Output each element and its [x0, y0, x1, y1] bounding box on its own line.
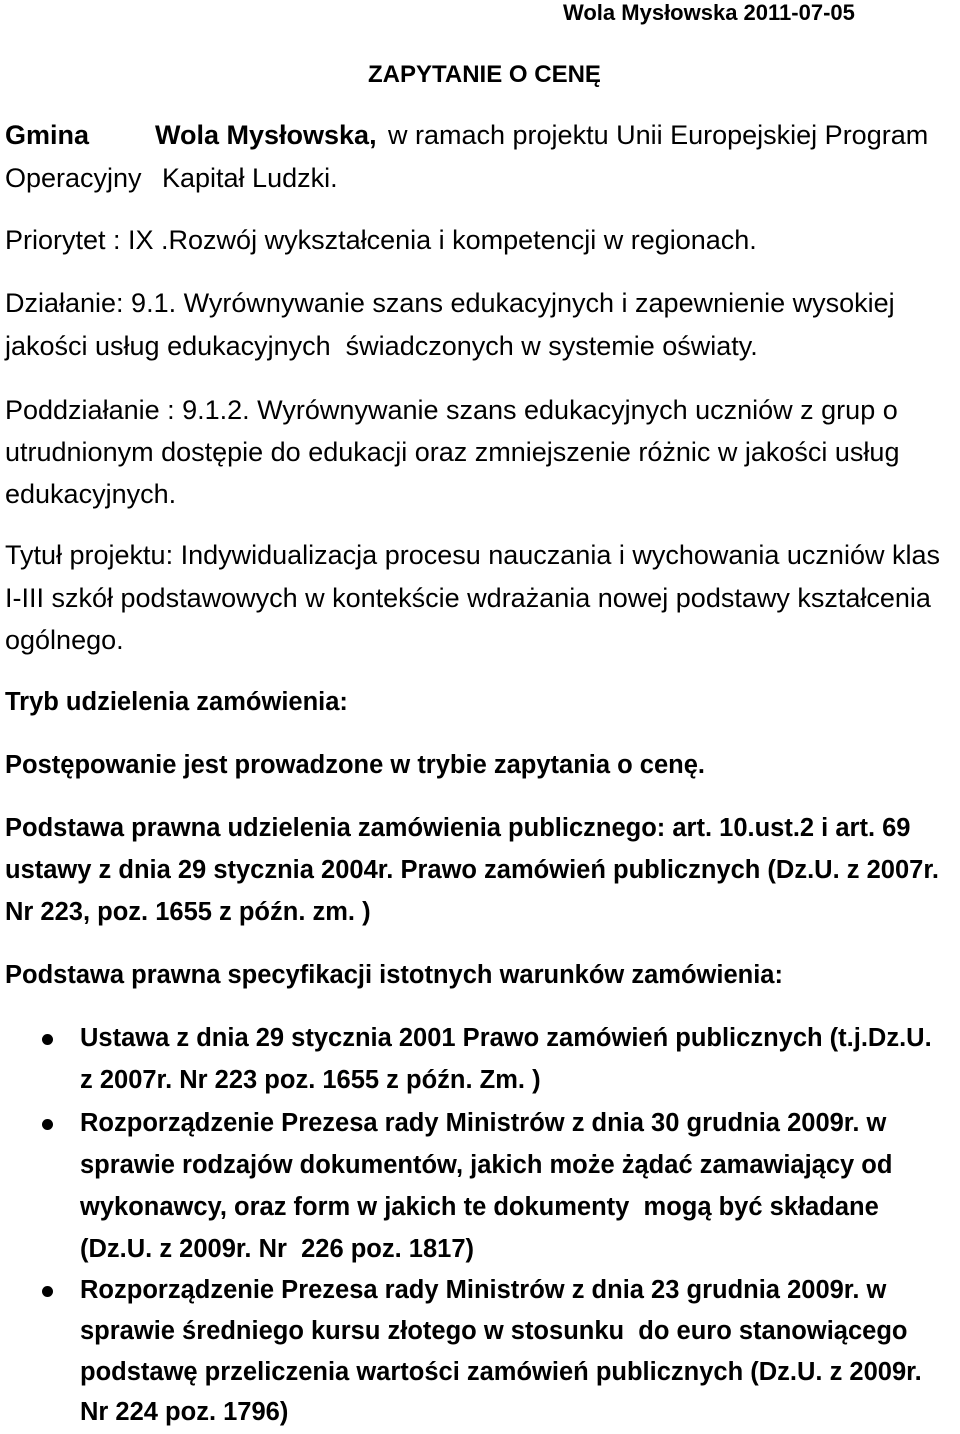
list-item-line: sprawie rodzajów dokumentów, jakich może żądać zamawiający od: [80, 1151, 893, 1179]
bullet-icon: [42, 1034, 53, 1045]
document-date: Wola Mysłowska 2011-07-05: [563, 0, 855, 25]
list-item-line: Rozporządzenie Prezesa rady Ministrów z dnia 23 grudnia 2009r. w: [80, 1276, 887, 1304]
specification-basis-heading: [5, 954, 783, 996]
intro-line-1-rest: w ramach projektu Unii Europejskiej Program: [388, 120, 929, 150]
tryb-heading: [5, 681, 348, 723]
poddzialanie-line: utrudnionym dostępie do edukacji oraz zmniejszenie różnic w jakości usług: [5, 437, 900, 467]
dzialanie-line: jakości usług edukacyjnych świadczonych w systemie oświaty.: [5, 331, 758, 361]
tryb-heading-text: Tryb udzielenia zamówienia:: [5, 688, 348, 716]
list-item: [80, 1102, 892, 1270]
list-item-line: wykonawcy, oraz form w jakich te dokumenty mogą być składane: [80, 1193, 879, 1221]
gmina-label: Gmina: [5, 120, 90, 150]
intro-line-2-rest: Kapitał Ludzki.: [162, 163, 338, 193]
list-item-line: Rozporządzenie Prezesa rady Ministrów z dnia 30 grudnia 2009r. w: [80, 1109, 887, 1137]
project-title-paragraph: [5, 534, 940, 662]
legal-basis-paragraph: [5, 807, 939, 933]
list-item-line: (Dz.U. z 2009r. Nr 226 poz. 1817): [80, 1235, 475, 1263]
poddzialanie-line: edukacyjnych.: [5, 479, 177, 509]
intro-line-2-label: Operacyjny: [5, 163, 142, 193]
legal-basis-line: Nr 223, poz. 1655 z późn. zm. ): [5, 898, 371, 926]
bullet-icon: [42, 1286, 53, 1297]
dzialanie-paragraph: [5, 282, 895, 368]
poddzialanie-line: Poddziałanie : 9.1.2. Wyrównywanie szans edukacyjnych uczniów z grup o: [5, 395, 898, 425]
list-item: [80, 1017, 932, 1101]
list-item-line: Nr 224 poz. 1796): [80, 1398, 289, 1427]
poddzialanie-paragraph: [5, 389, 899, 515]
priorytet-paragraph: [5, 219, 757, 262]
list-item-line: sprawie średniego kursu złotego w stosunku do euro stanowiącego: [80, 1316, 908, 1345]
list-item: [80, 1270, 922, 1433]
tryb-paragraph: [5, 744, 705, 786]
bullet-icon: [42, 1119, 53, 1130]
intro-line-1: [5, 114, 955, 157]
list-item-line: z 2007r. Nr 223 poz. 1655 z późn. Zm. ): [80, 1066, 541, 1094]
list-item-line: Ustawa z dnia 29 stycznia 2001 Prawo zamówień publicznych (t.j.Dz.U.: [80, 1024, 932, 1052]
gmina-name: Wola Mysłowska,: [155, 120, 377, 150]
intro-paragraph: [5, 114, 955, 200]
specification-basis-text: Podstawa prawna specyfikacji istotnych warunków zamówienia:: [5, 961, 783, 989]
project-title-line: ogólnego.: [5, 625, 124, 655]
legal-basis-line: Podstawa prawna udzielenia zamówienia publicznego: art. 10.ust.2 i art. 69: [5, 814, 911, 842]
legal-basis-line: ustawy z dnia 29 stycznia 2004r. Prawo zamówień publicznych (Dz.U. z 2007r.: [5, 856, 939, 884]
intro-line-2: [5, 157, 955, 200]
priorytet-line: Priorytet : IX .Rozwój wykształcenia i kompetencji w regionach.: [5, 225, 757, 255]
list-item-line: podstawę przeliczenia wartości zamówień publicznych (Dz.U. z 2009r.: [80, 1357, 922, 1386]
tryb-text: Postępowanie jest prowadzone w trybie zapytania o cenę.: [5, 751, 706, 779]
project-title-line: I-III szkół podstawowych w kontekście wdrażania nowej podstawy kształcenia: [5, 582, 931, 613]
project-title-line: Tytuł projektu: Indywidualizacja procesu nauczania i wychowania uczniów klas: [5, 540, 940, 570]
dzialanie-line: Działanie: 9.1. Wyrównywanie szans edukacyjnych i zapewnienie wysokiej: [5, 288, 895, 318]
document-title: ZAPYTANIE O CENĘ: [368, 61, 601, 88]
